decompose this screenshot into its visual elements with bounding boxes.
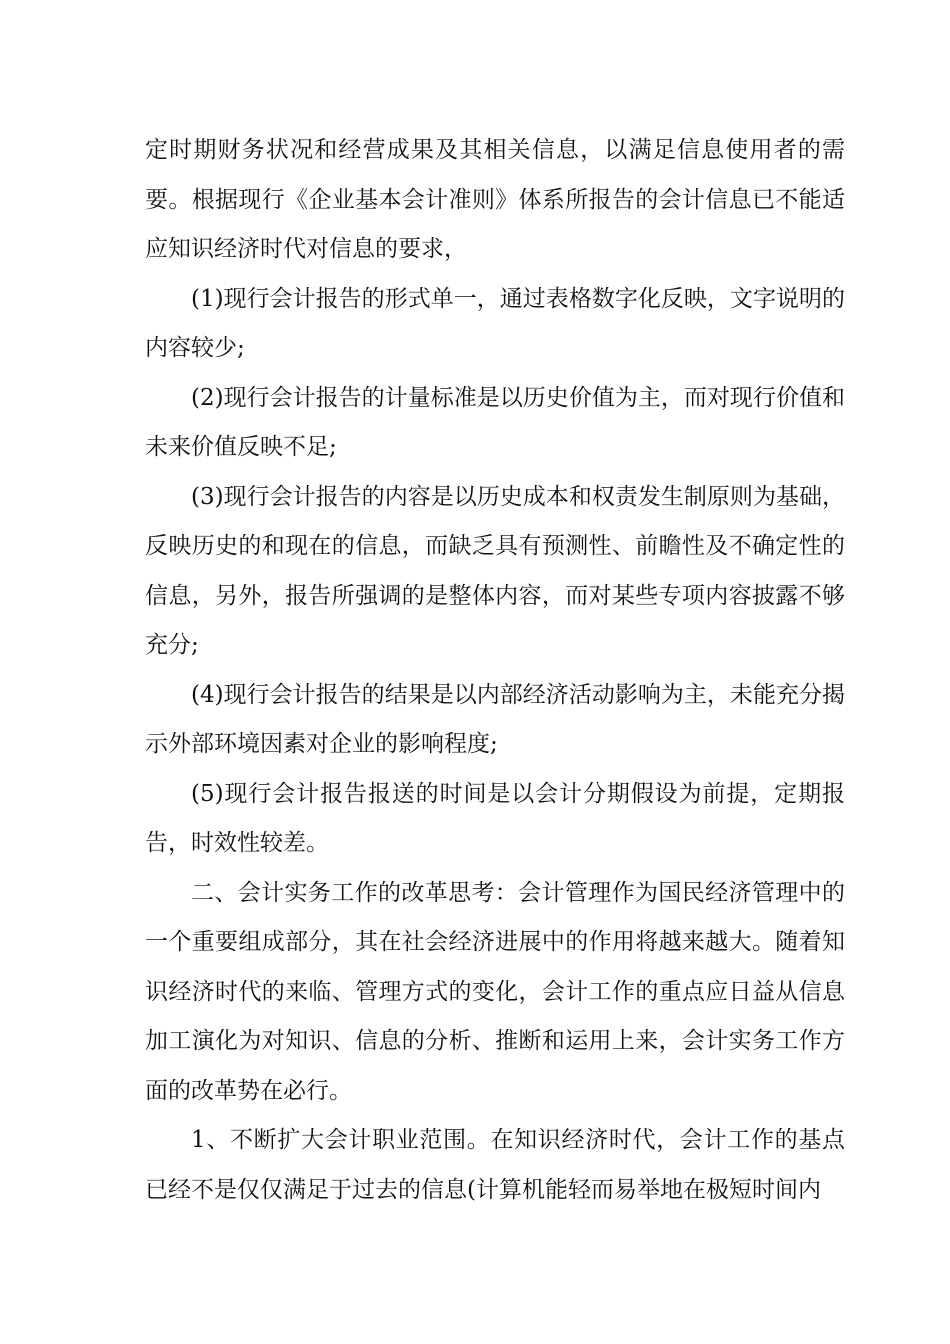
- paragraph-item-1: (1)现行会计报告的形式单一，通过表格数字化反映，文字说明的内容较少;: [145, 285, 845, 361]
- paragraph-continuation: 定时期财务状况和经营成果及其相关信息，以满足信息使用者的需要。根据现行《企业基本会计准则》体系所报告的会计信息已不能适应知识经济时代对信息的要求，: [145, 137, 845, 262]
- paragraph-item-5: (5)现行会计报告报送的时间是以会计分期假设为前提，定期报告，时效性较差。: [145, 780, 845, 856]
- paragraph-item-3: (3)现行会计报告的内容是以历史成本和权责发生制原则为基础，反映历史的和现在的信息，而缺乏具有预测性、前瞻性及不确定性的信息，另外，报告所强调的是整体内容，而对某些专项内容披露不够充分;: [145, 483, 845, 658]
- document-body: [145, 126, 845, 1215]
- paragraph-section-2: 二、会计实务工作的改革思考：会计管理作为国民经济管理中的一个重要组成部分，其在社会经济进展中的作用将越来越大。随着知识经济时代的来临、管理方式的变化，会计工作的重点应日益从信息加工演化为对知识、信息的分析、推断和运用上来，会计实务工作方面的改革势在必行。: [145, 879, 845, 1104]
- paragraph-item-2: (2)现行会计报告的计量标准是以历史价值为主，而对现行价值和未来价值反映不足;: [145, 384, 845, 460]
- paragraph-subsection-1: 1、不断扩大会计职业范围。在知识经济时代，会计工作的基点已经不是仅仅满足于过去的信息(计算机能轻而易举地在极短时间内: [145, 1127, 845, 1203]
- paragraph-item-4: (4)现行会计报告的结果是以内部经济活动影响为主，未能充分揭示外部环境因素对企业的影响程度;: [145, 681, 845, 757]
